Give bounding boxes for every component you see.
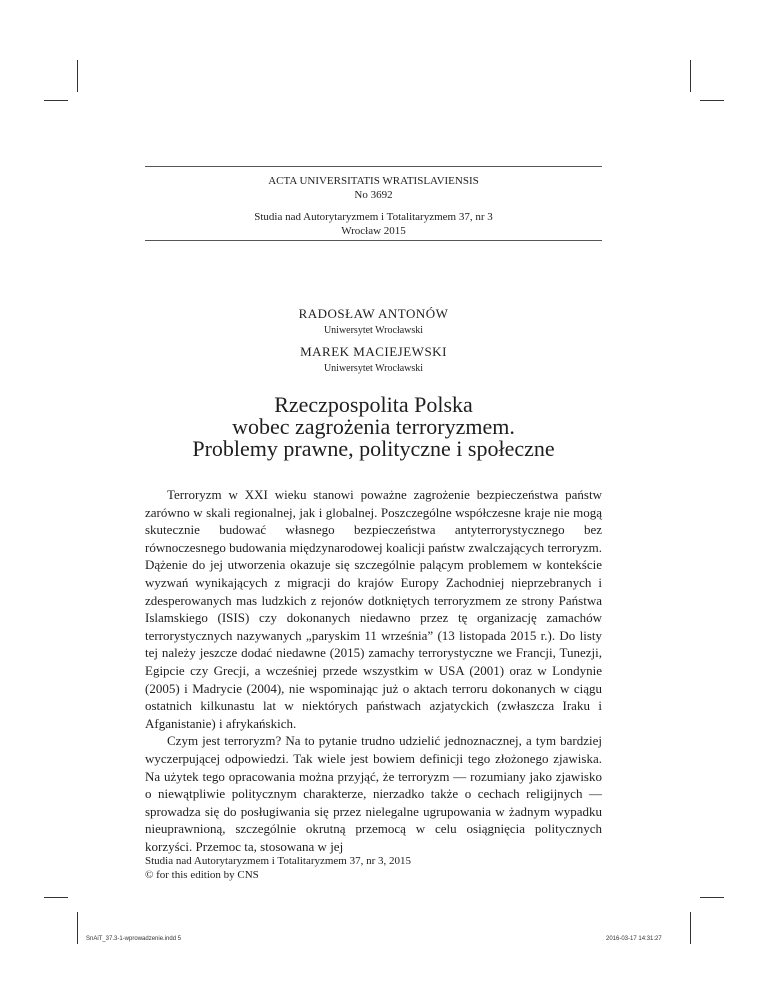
crop-mark-top-right-h: [700, 100, 724, 101]
title-line: wobec zagrożenia terroryzmem.: [232, 414, 515, 439]
crop-mark-bottom-left-h: [44, 897, 68, 898]
author-name: MAREK MACIEJEWSKI: [300, 344, 447, 359]
footer-citation: Studia nad Autorytaryzmem i Totalitaryzmem 37, nr 3, 2015: [145, 855, 412, 867]
crop-mark-top-right-v: [690, 60, 691, 92]
author-name: RADOSŁAW ANTONÓW: [298, 306, 449, 321]
crop-mark-top-left-v: [77, 60, 78, 92]
body-paragraph: Terroryzm w XXI wieku stanowi poważne zagrożenie bezpieczeństwa państw zarówno w skali regionalnej, jak i globalnej. Poszczególne współczesne kraje nie mogą skutecznie budować własnego bezpieczeństwa antyterrorystycznego bez równoczesnego budowania międzynarodowej koalicji państw zwalczających terroryzm. Dążenie do jej utworzenia okazuje się szczególnie palącym problemem w kontekście wyzwań wynikających z migracji do krajów Europy Zachodniej nieprzebranych i zdesperowanych mas ludzkich z rejonów dotkniętych terroryzmem ze strony Państwa Islamskiego (ISIS) czy dokonanych niedawno przez tę organizację zamachów terrorystycznych nazywanych „paryskim 11 września” (13 listopada 2015 r.). Do listy tej należy jeszcze dodać niedawne (2015) zamachy terrorystyczne we Francji, Tunezji, Egipcie czy Grecji, a wcześniej przede wszystkim w USA (2001) oraz w Londynie (2005) i Madrycie (2004), nie wspominając już o aktach terroru dokonanych w ciągu ostatnich kilkunastu lat w niektórych państwach azjatyckich (zwłaszcza Iraku i Afganistanie) i afrykańskich.: [145, 487, 602, 731]
slug-filename: SnAiT_37.3-1-wprowadzenie.indd 5: [86, 936, 182, 942]
footer-copyright: © for this edition by CNS: [145, 869, 259, 881]
author-affiliation: Uniwersytet Wrocławski: [323, 325, 424, 336]
journal-series: Studia nad Autorytaryzmem i Totalitaryzmem 37, nr 3: [254, 211, 493, 223]
header-bottom-rule: [145, 240, 602, 241]
article-body: [145, 486, 602, 855]
title-line: Problemy prawne, polityczne i społeczne: [192, 436, 555, 461]
journal-number: No 3692: [354, 189, 393, 201]
crop-mark-top-left-h: [44, 100, 68, 101]
article-title: [145, 394, 602, 460]
header-top-rule: [145, 166, 602, 167]
journal-place-year: Wrocław 2015: [341, 225, 406, 237]
title-line: Rzeczpospolita Polska: [274, 392, 473, 417]
body-paragraph: Czym jest terroryzm? Na to pytanie trudno udzielić jednoznacznej, a tym bardziej wyczerpującej odpowiedzi. Tak wiele jest bowiem definicji tego złożonego zjawiska. Na użytek tego opracowania można przyjąć, że terroryzm — rozumiany jako zjawisko o niewątpliwie politycznym charakterze, nierzadko także o cechach religijnych — sprowadza się do posługiwania się przez nielegalne ugrupowania w żadnym wypadku nieuprawnioną, szczególnie okrutną przemocą w celu osiągnięcia politycznych korzyści. Przemoc ta, stosowana w jej: [145, 733, 602, 854]
crop-mark-bottom-right-v: [690, 912, 691, 944]
slug-timestamp: 2016-03-17 14:31:27: [606, 936, 662, 942]
crop-mark-bottom-right-h: [700, 897, 724, 898]
crop-mark-bottom-left-v: [77, 912, 78, 944]
journal-name: ACTA UNIVERSITATIS WRATISLAVIENSIS: [268, 175, 479, 187]
author-affiliation: Uniwersytet Wrocławski: [323, 363, 424, 374]
